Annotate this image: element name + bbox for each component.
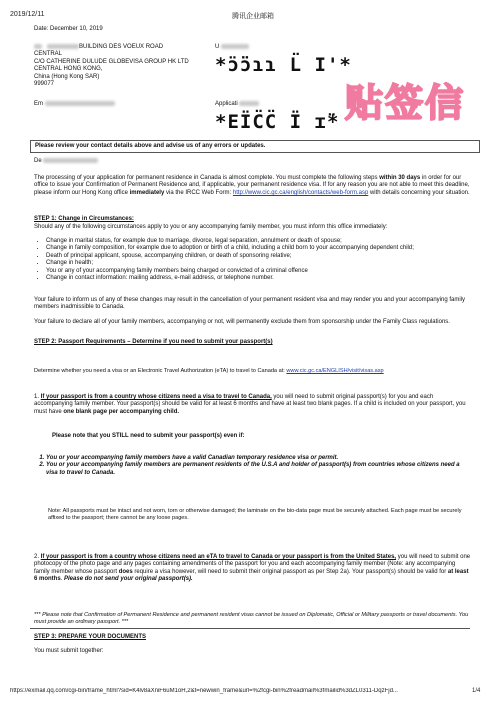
uci-line xyxy=(215,44,249,51)
uci-label: U xyxy=(215,44,220,51)
print-page-number: 1/4 xyxy=(472,688,481,694)
step2-heading: STEP 2: Passport Requirements – Determine if you need to submit your passport(s) xyxy=(34,339,273,345)
address-line-2: CENTRAL xyxy=(34,51,63,58)
step1-lead: Should any of the following circumstances apply to you or any accompanying family member, you must inform this office immediately: xyxy=(34,224,388,230)
step1-list-item: • Change in family composition, for example due to adoption or birth of a child, including a child born to your accompanying dependent child; xyxy=(46,245,474,252)
email-redacted xyxy=(45,101,115,106)
address-block xyxy=(34,44,224,89)
email-label: Em xyxy=(34,101,43,108)
step1-list-item: • You or any of your accompanying family members being charged or convicted of a criminal offence xyxy=(46,268,474,275)
step1-list-item: • Change in marital status, for example due to marriage, divorce, legal separation, annulment or death of spouse; xyxy=(46,238,474,245)
step1-list-item: • Change in contact information: mailing address, e-mail address, or telephone number. xyxy=(46,275,474,282)
step3-lead: You must submit together: xyxy=(34,648,104,654)
step2-item-1: 1. If your passport is from a country whose citizens need a visa to travel to Canada, you will need to submit original passport(s) for you and each accompanying family member. Your passport(s) should be valid for at least 6 months and have at least two blank pages. If a child is included on your passport, you must have one blank page per accompanying child. xyxy=(34,394,466,415)
application-line xyxy=(215,101,259,108)
still-submit-item: 1. You or your accompanying family members have a valid Canadian temporary residence visa or permit. xyxy=(46,455,466,462)
step1-heading: STEP 1: Change in Circumstances: xyxy=(34,216,134,222)
email-line xyxy=(34,101,115,108)
address-line-3: C/O CATHERINE DULUDE GLOBEVISA GROUP HK LTD xyxy=(34,58,189,65)
diplomatic-passport-note: *** Please note that Confirmation of Permanent Residence and permanent resident visas cannot be issued on Diplomatic, Official or Military passports or travel documents. You must provide an ordinary passport. *** xyxy=(34,612,469,625)
application-label: Applicati xyxy=(215,101,238,108)
step2-determine: Determine whether you need a visa or an Electronic Travel Authorization (eTA) to travel to Canada at: www.cic.gc.ca/ENGLISH/visit/visas.asp xyxy=(34,368,384,374)
step2-item-2: 2. If your passport is from a country whose citizens need an eTA to travel to Canada or your passport is from the United States, you will need to submit one photocopy of the photo page and any pages containing amendments of the passport for you and each accompanying family member (Note: any accompanying family member whose passport does require a visa however, will need to submit their original passport as per Step 2a). Your passport(s) should be valid for at least 6 months. Please do not send your original passport(s). xyxy=(34,554,471,583)
visa-requirements-link[interactable]: www.cic.gc.ca/ENGLISH/visit/visas.asp xyxy=(286,368,384,374)
address-line-1: BUILDING DES VOEUX ROAD xyxy=(79,44,164,51)
uci-number: *ɔ̈ɔ̈̈ɿɿ L̈ I'* xyxy=(215,54,352,76)
print-date: 2019/12/11 xyxy=(10,11,45,18)
still-submit-item: 2. You or your accompanying family members are permanent residents of the U.S.A and holder of passport(s) from countries whose citizens need a visa to travel to Canada. xyxy=(46,462,466,477)
step1-declare-paragraph: Your failure to declare all of your family members, accompanying or not, will permanently exclude them from sponsorship under the Family Class regulations. xyxy=(34,319,450,325)
step3-heading: STEP 3: PREPARE YOUR DOCUMENTS xyxy=(34,634,147,640)
step1-failure-paragraph: Your failure to inform us of any of these changes may result in the cancellation of your permanent resident visa and may render you and your accompanying family members inadmissible to Canada. xyxy=(34,297,466,311)
print-url: https://exmail.qq.com/cgi-bin/frame_html?sid=K4lv8aXniF6uM1oH,2&t=newwin_frame&url=%2fcgi-bin%2freadmail%3fmailid%3dZL0311-DqzFjd... xyxy=(10,688,398,694)
still-submit-list xyxy=(34,455,466,477)
web-form-link[interactable]: http://www.cic.gc.ca/english/contacts/web-form.asp xyxy=(232,189,369,196)
review-notice: Please review your contact details above and advise us of any errors or updates. xyxy=(30,140,480,153)
application-number: *EÏC̈C̈ Ï ɪ̈* xyxy=(215,111,340,133)
print-title: 腾讯企业邮箱 xyxy=(232,13,274,20)
letter-date: Date: December 10, 2019 xyxy=(34,26,103,32)
section-divider xyxy=(30,628,470,629)
still-submit-note: Please note that you STILL need to submit your passport(s) even if: xyxy=(52,433,245,439)
step1-list-item: • Change in health; xyxy=(46,260,474,267)
step1-list xyxy=(34,238,474,282)
address-line-4: CENTRAL HONG KONG, xyxy=(34,66,103,73)
salutation: De xyxy=(34,158,98,165)
intro-paragraph: The processing of your application for permanent residence in Canada is almost complete. You must complete the following steps within 30 days in order for our office to issue your Confirmation of Permanent Residence and, if applicable, your permanent residence visa. If for any reason you are not able to meet this deadline, please inform our Hong Kong office immediately via the IRCC Web Form: http://www.cic.gc.ca/english/contacts/web-form.asp with details concerning your situation. xyxy=(34,175,470,196)
step1-list-item: • Death of principal applicant, spouse, accompanying children, or death of sponsoring relative; xyxy=(46,253,474,260)
passport-intact-note: Note: All passports must be intact and not worn, torn or otherwise damaged; the laminate on the bio-data page must be securely attached. Each page must be securely affixed to the passport; there cannot be any loose pages. xyxy=(48,508,462,521)
address-line-5: China (Hong Kong SAR) xyxy=(34,73,100,80)
watermark-stamp: 贴签信 xyxy=(345,81,466,125)
address-line-6: 999077 xyxy=(34,81,55,88)
